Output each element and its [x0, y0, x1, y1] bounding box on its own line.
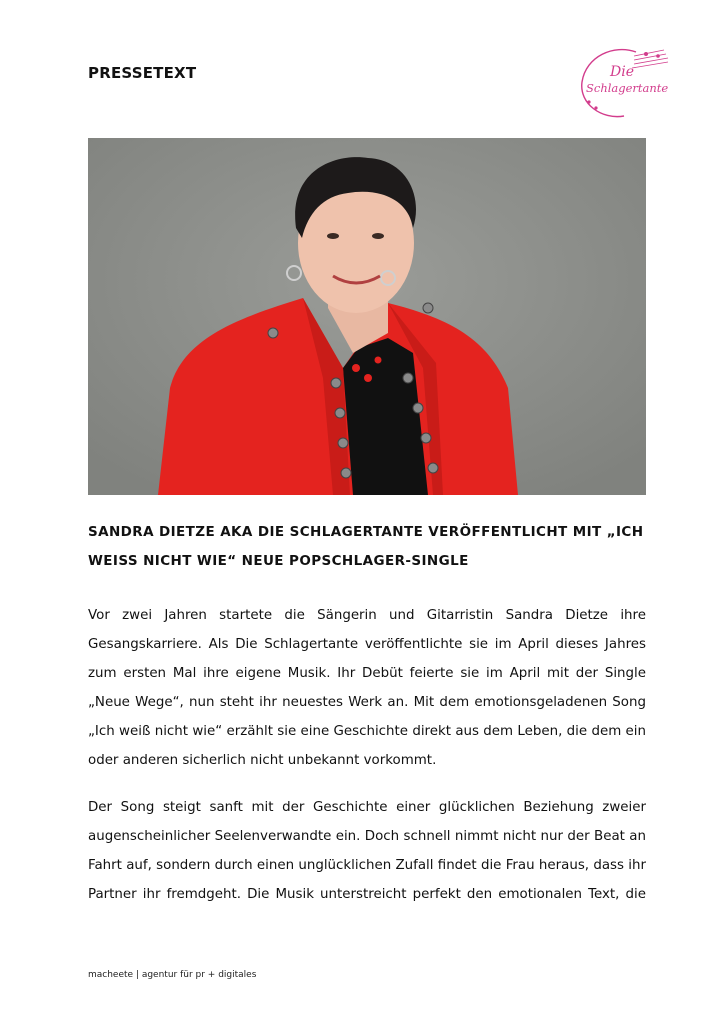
text-line: oder anderen sicherlich nicht unbekannt vorkommt. [88, 753, 437, 768]
text-line: Der Song steigt sanft mit der Geschichte einer glücklichen Beziehung zweier [88, 800, 646, 815]
logo-text-top: Die [610, 64, 634, 80]
text-line: Gesangskarriere. Als Die Schlagertante veröffentlichte sie im April dieses Jahres [88, 637, 646, 652]
footer-agency: macheete | agentur für pr + digitales [88, 970, 257, 980]
text-line: Vor zwei Jahren startete die Sängerin und Gitarristin Sandra Dietze ihre [88, 608, 646, 623]
text-line: Fahrt auf, sondern durch einen unglücklichen Zufall findet die Frau heraus, dass ihr [88, 858, 646, 873]
paragraph-2 [88, 793, 646, 909]
schlagertante-logo [574, 42, 672, 122]
text-line: „Ich weiß nicht wie“ erzählt sie eine Geschichte direkt aus dem Leben, die dem ein [88, 724, 646, 739]
page-label: PRESSETEXT [88, 64, 197, 82]
headline-line: WEISS NICHT WIE“ NEUE POPSCHLAGER-SINGLE [88, 553, 469, 569]
text-line: „Neue Wege“, nun steht ihr neuestes Werk an. Mit dem emotionsgeladenen Song [88, 695, 646, 710]
text-line: augenscheinlicher Seelenverwandte ein. Doch schnell nimmt nicht nur der Beat an [88, 829, 646, 844]
paragraph-1 [88, 601, 646, 775]
logo-text-main: Schlagertante [586, 81, 669, 95]
headline [88, 518, 646, 576]
portrait-photo [88, 138, 646, 495]
text-line: zum ersten Mal ihre eigene Musik. Ihr Debüt feierte sie im April mit der Single [88, 666, 646, 681]
headline-line: SANDRA DIETZE AKA DIE SCHLAGERTANTE VERÖFFENTLICHT MIT „ICH [88, 524, 644, 540]
text-line: Partner ihr fremdgeht. Die Musik unterstreicht perfekt den emotionalen Text, die [88, 887, 646, 902]
